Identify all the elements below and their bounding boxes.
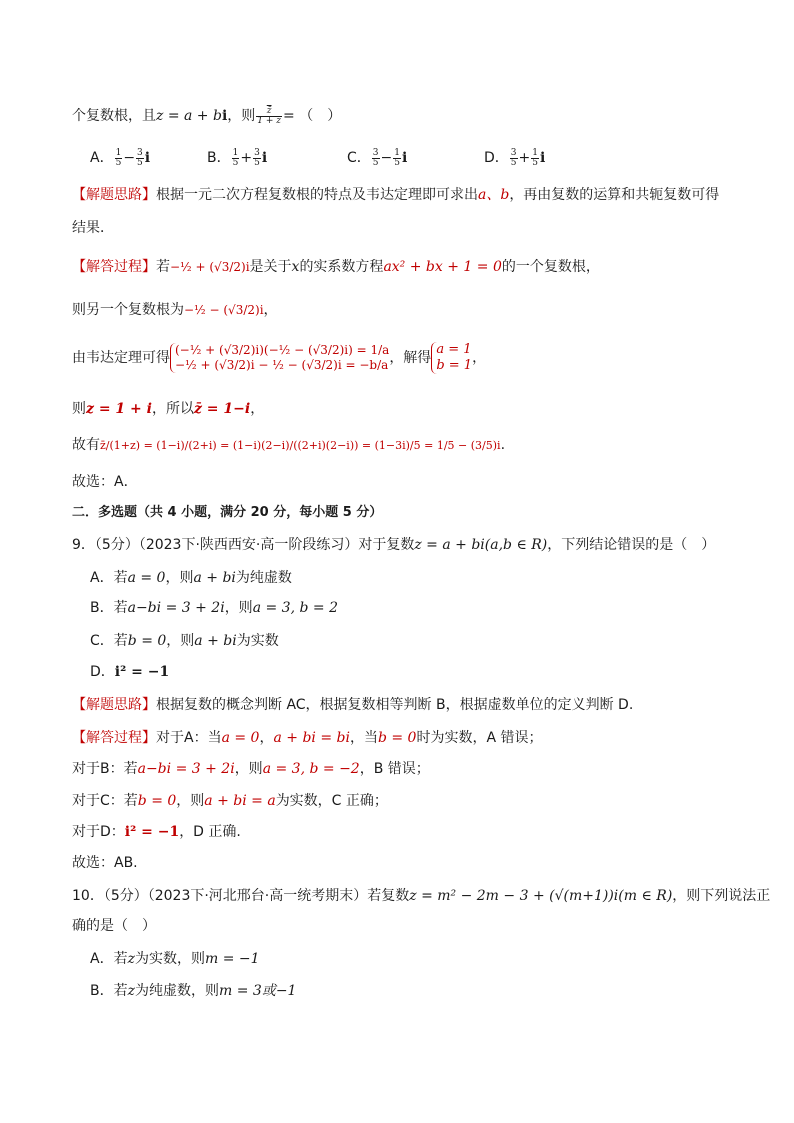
q8-proc-line-1 (72, 257, 600, 277)
q9-proc-tag: 【解答过程】 (72, 730, 156, 746)
q10-head-2: 确的是（ ） (72, 918, 156, 934)
q10-stem (72, 886, 770, 906)
frac-num: 3 (137, 147, 143, 158)
math-x: x (291, 259, 300, 275)
text: 故有 (72, 437, 100, 453)
text: ， (472, 350, 487, 366)
vieta-system (170, 343, 389, 373)
option-expr: a = 3, b = 2 (252, 600, 338, 616)
q8-proc-line-3 (72, 335, 486, 381)
q9-option-c[interactable] (90, 631, 279, 651)
q9-idea (72, 695, 633, 715)
text: 由韦达定理可得 (72, 350, 170, 366)
text: ，当 (349, 730, 378, 746)
q10-head-expr: z = m² − 2m − 3 + (√(m+1))i(m ∈ R) (409, 888, 673, 904)
math-calculation: z̄/(1+z) = (1−i)/(2+i) = (1−i)(2−i)/((2+i)(2−i)) = (1−3i)/5 = 1/5 − (3/5)i (100, 439, 501, 452)
imag-unit: i (261, 150, 268, 166)
frac-num: 1 (394, 147, 400, 158)
operator: + (240, 150, 253, 166)
text: 的实系数方程 (299, 259, 384, 275)
math: a = 3, b = −2 (262, 761, 360, 777)
math: a−bi = 3 + 2i (137, 761, 235, 777)
operator: + (518, 150, 531, 166)
q8-frac-den: 1 + z (257, 115, 282, 126)
math: i² = −1 (124, 824, 180, 840)
math: a + bi = bi (273, 730, 350, 746)
q10-stem-cont (72, 916, 156, 936)
option-label: C．若 (90, 633, 128, 649)
option-cond: i² = −1 (114, 664, 170, 680)
math: b = 0 (137, 793, 177, 809)
q9-idea-tag: 【解题思路】 (72, 697, 156, 713)
option-cond: b = 0 (127, 633, 167, 649)
math-zbar: z̄ = 1−i (193, 401, 251, 417)
q9-stem (72, 535, 715, 555)
text: ，B 错误； (359, 761, 430, 777)
vieta-product: (−½ + (√3/2)i)(−½ − (√3/2)i) = 1/a (175, 343, 390, 357)
q10-head: 10．（5分）（2023下·河北邢台·高一统考期末）若复数 (72, 888, 410, 904)
option-end: 为实数 (236, 633, 279, 649)
text: 对于A：当 (156, 730, 222, 746)
q9-proc-line-3 (72, 791, 388, 811)
text: 对于C：若 (72, 793, 138, 809)
text: 是关于 (249, 259, 292, 275)
q8-option-a-frac2 (136, 149, 144, 168)
q9-option-a[interactable] (90, 568, 292, 588)
q8-proc-tag: 【解答过程】 (72, 259, 156, 275)
section-heading (72, 503, 382, 523)
q8-option-a-frac1 (115, 149, 123, 168)
q9-head: 9．（5分）（2023下·陕西西安·高一阶段练习）对于复数 (72, 537, 415, 553)
text: ，D 正确. (179, 824, 241, 840)
frac-num: 1 (232, 147, 239, 158)
text: 则 (72, 401, 86, 417)
option-mid: ，则 (165, 570, 194, 586)
text: 则另一个复数根为 (72, 302, 184, 318)
option-mid: ，则 (224, 600, 253, 616)
q8-proc-line-2 (72, 300, 278, 320)
text: ， (263, 302, 278, 318)
option-label: A．若 (90, 951, 128, 967)
text: ， (250, 401, 265, 417)
q8-option-d-label: D． (484, 150, 509, 166)
vieta-sum: −½ + (√3/2)i − ½ − (√3/2)i = −b/a (175, 358, 389, 372)
text: ，解得 (389, 350, 432, 366)
frac-den: 5 (115, 157, 122, 168)
option-var: z (127, 951, 135, 967)
frac-den: 5 (232, 157, 239, 168)
q8-idea (72, 185, 719, 205)
q9-proc-line-2 (72, 759, 430, 779)
q8-proc-line-5 (72, 435, 505, 456)
text: 的一个复数根， (501, 259, 600, 275)
q8-idea-vars: a、b (478, 187, 510, 203)
option-var: z (127, 983, 135, 999)
q8-stem (72, 106, 341, 126)
text: ，所以 (151, 401, 194, 417)
q8-frac-num: z̄ (256, 107, 282, 117)
q8-idea-cont (72, 218, 114, 238)
section-title: 二．多选题（共 4 小题，满分 20 分，每小题 5 分） (72, 505, 383, 520)
q9-option-b[interactable] (90, 598, 338, 618)
solution-a: a = 1 (436, 341, 472, 357)
text: 对于D： (72, 824, 125, 840)
option-label: B．若 (90, 983, 128, 999)
math-root: −½ + (√3/2)i (170, 260, 250, 274)
q8-stem-start: 个复数根，且 (72, 108, 156, 124)
q8-stem-z: z = a + b (156, 108, 222, 124)
q8-idea-text-3: 结果． (72, 220, 114, 236)
q9-head-expr: z = a + bi(a,b ∈ R) (414, 537, 548, 553)
operator: − (380, 150, 393, 166)
math-root: −½ − (√3/2)i (184, 303, 264, 317)
q8-option-a-label: A． (90, 150, 114, 166)
option-cond: a−bi = 3 + 2i (127, 600, 225, 616)
frac-den: 5 (137, 157, 143, 168)
q8-option-b-frac2 (253, 149, 261, 168)
option-label: D． (90, 664, 115, 680)
q10-head-end: ，则下列说法正 (672, 888, 771, 904)
option-expr: m = −1 (204, 951, 260, 967)
option-expr: a + bi (193, 570, 236, 586)
option-end: 为纯虚数 (235, 570, 292, 586)
answer-text: 故选：A． (72, 474, 138, 490)
q8-option-c-frac2 (393, 149, 401, 168)
solution-b: b = 1 (436, 358, 473, 373)
q9-idea-text: 根据复数的概念判断 AC，根据复数相等判断 B，根据虚数单位的定义判断 D. (156, 697, 634, 713)
q8-idea-text-2: ，再由复数的运算和共轭复数可得 (509, 187, 720, 203)
frac-den: 5 (254, 157, 260, 168)
text: 若 (156, 259, 170, 275)
math-equation: ax² + bx + 1 = 0 (383, 259, 502, 275)
option-expr: a + bi (194, 633, 237, 649)
q8-option-d-frac1 (510, 149, 518, 168)
frac-num: 1 (532, 147, 538, 158)
q8-option-b[interactable] (207, 148, 267, 168)
q9-head-end: ，下列结论错误的是（ ） (547, 537, 716, 553)
math-z: z = 1 + i (86, 401, 152, 417)
text: 对于B：若 (72, 761, 138, 777)
text: . (500, 437, 506, 453)
q9-answer (72, 853, 138, 873)
math: b = 0 (377, 730, 417, 746)
q8-option-a[interactable] (90, 148, 150, 168)
option-label: B．若 (90, 600, 128, 616)
option-mid: 为实数，则 (134, 951, 205, 967)
q8-option-b-frac1 (232, 149, 240, 168)
q10-option-b[interactable] (90, 981, 296, 1001)
q8-stem-then: ，则 (227, 108, 256, 124)
q8-option-c-frac1 (372, 149, 380, 168)
frac-num: 3 (510, 147, 517, 158)
text: 时为实数，A 错误； (416, 730, 543, 746)
option-mid: ，则 (166, 633, 195, 649)
q9-option-d[interactable] (90, 662, 169, 682)
q9-proc-line-4 (72, 822, 241, 842)
text: ， (259, 730, 274, 746)
q8-stem-i: i (221, 108, 228, 124)
answer-text: 故选：AB. (72, 855, 138, 871)
option-cond: a = 0 (127, 570, 166, 586)
math: a + bi = a (204, 793, 276, 809)
q8-option-c[interactable] (347, 148, 407, 168)
frac-den: 5 (510, 157, 517, 168)
q8-idea-text-1: 根据一元二次方程复数根的特点及韦达定理即可求出 (156, 187, 478, 203)
q8-stem-end: = （ ） (283, 108, 342, 124)
q8-option-b-label: B． (207, 150, 231, 166)
option-mid: 为纯虚数，则 (135, 983, 219, 999)
frac-num: 3 (254, 147, 260, 158)
q8-stem-fraction (256, 107, 282, 126)
frac-num: 1 (115, 147, 122, 158)
frac-den: 5 (394, 157, 400, 168)
q10-option-a[interactable] (90, 949, 260, 969)
imag-unit: i (401, 150, 408, 166)
q8-idea-tag: 【解题思路】 (72, 187, 156, 203)
frac-den: 5 (372, 157, 379, 168)
option-label: A．若 (90, 570, 128, 586)
operator: − (123, 150, 136, 166)
solution-system (431, 342, 472, 375)
option-expr: m = 3或−1 (219, 983, 297, 999)
imag-unit: i (539, 150, 546, 166)
text: 为实数，C 正确； (275, 793, 388, 809)
frac-den: 5 (532, 157, 538, 168)
q8-option-c-label: C． (347, 150, 371, 166)
q8-proc-line-4 (72, 399, 264, 419)
imag-unit: i (144, 150, 151, 166)
q8-option-d-frac2 (531, 149, 539, 168)
q8-answer (72, 472, 138, 492)
frac-num: 3 (372, 147, 379, 158)
text: ，则 (176, 793, 205, 809)
math: a = 0 (221, 730, 260, 746)
q9-proc-line-1 (72, 728, 543, 748)
text: ，则 (234, 761, 263, 777)
q8-option-d[interactable] (484, 148, 545, 168)
